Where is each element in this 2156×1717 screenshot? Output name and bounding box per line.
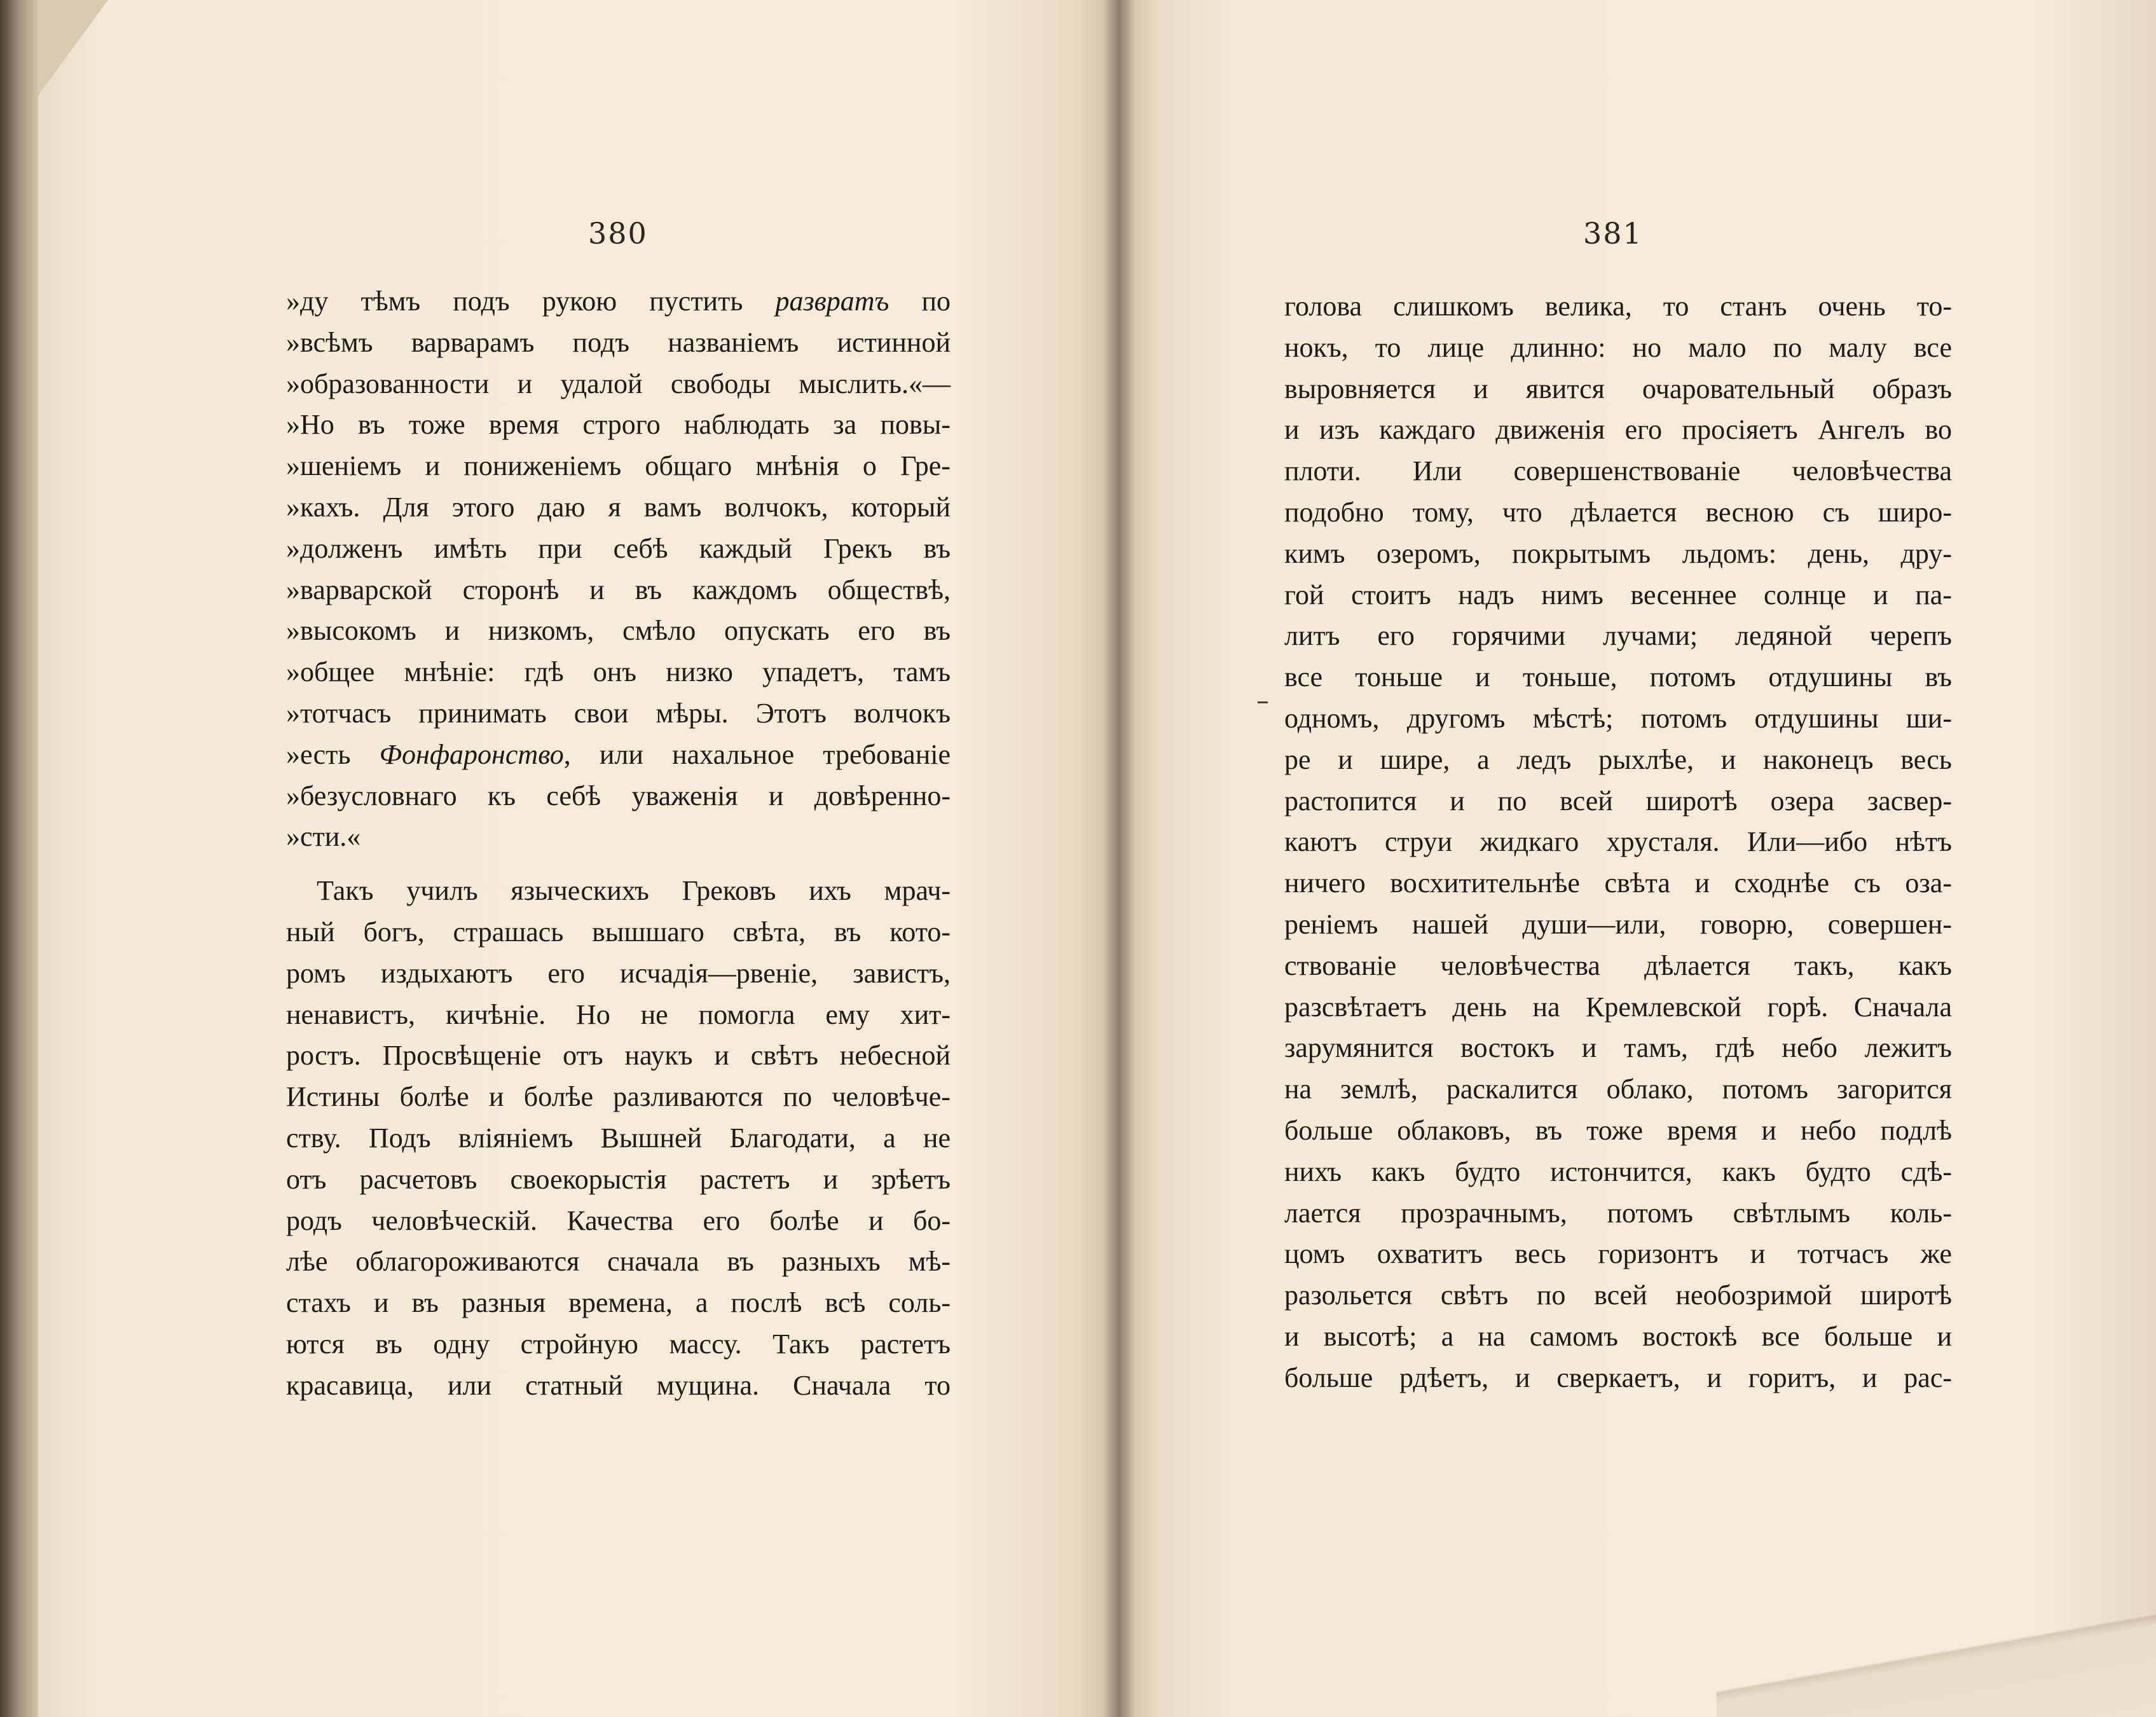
text-line: подобно тому, что дѣлается весною съ широ-	[1284, 496, 1952, 528]
text-line: »долженъ имѣть при себѣ каждый Грекъ въ	[286, 532, 951, 564]
text-segment: , или нахальное требованіе	[563, 738, 951, 770]
text-line: разольется свѣтъ по всей необозримой широтѣ	[1284, 1279, 1952, 1311]
text-line: »шеніемъ и пониженіемъ общаго мнѣнія о Гре-	[286, 450, 951, 482]
text-line	[286, 281, 951, 322]
text-line: нокъ, то лице длинно: но мало по малу все	[1284, 331, 1952, 363]
text-line: больше облаковъ, въ тоже время и небо подлѣ	[1284, 1114, 1952, 1146]
text-line: реніемъ нашей души—или, говорю, совершен-	[1284, 908, 1952, 940]
text-line: одномъ, другомъ мѣстѣ; потомъ отдушины ши-	[1284, 702, 1952, 734]
text-line: стахъ и въ разныя времена, а послѣ всѣ соль-	[286, 1287, 951, 1319]
text-line: и изъ каждаго движенія его просіяетъ Ангелъ во	[1284, 414, 1952, 446]
text-line: на землѣ, раскалится облако, потомъ загорится	[1284, 1073, 1952, 1105]
page-number-left: 380	[588, 216, 648, 251]
text-line: »общее мнѣніе: гдѣ онъ низко упадетъ, тамъ	[286, 656, 951, 688]
text-line: больше рдѣетъ, и сверкаетъ, и горитъ, и рас-	[1284, 1362, 1952, 1393]
text-line: ствованіе человѣчества дѣлается такъ, какъ	[1284, 949, 1952, 981]
corner-fold	[38, 0, 108, 95]
text-line: »сти.«	[286, 821, 361, 853]
text-line: каютъ струи жидкаго хрусталя. Или—ибо нѣтъ	[1284, 826, 1952, 858]
text-line: ненавистъ, кичѣніе. Но не помогла ему хит-	[286, 998, 951, 1030]
emphasized-word: развратъ	[775, 286, 889, 317]
paragraph-gap	[286, 858, 951, 871]
text-line: »кахъ. Для этого даю я вамъ волчокъ, который	[286, 491, 951, 523]
text-line: »варварской сторонѣ и въ каждомъ обществѣ,	[286, 574, 951, 605]
text-line: »высокомъ и низкомъ, смѣло опускать его въ	[286, 615, 951, 647]
text-line: отъ расчетовъ своекорыстія растетъ и зрѣетъ	[286, 1163, 951, 1195]
text-line: лѣе облагороживаются сначала въ разныхъ мѣ-	[286, 1246, 951, 1278]
text-line: ничего восхитительнѣе свѣта и сходнѣе съ оза-	[1284, 867, 1952, 899]
text-line: кимъ озеромъ, покрытымъ льдомъ: день, дру-	[1284, 537, 1952, 569]
text-line	[286, 734, 951, 776]
text-line: »тотчасъ принимать свои мѣры. Этотъ волчокъ	[286, 697, 951, 729]
emphasized-word: Фонфаронство	[379, 738, 564, 770]
text-line: лается прозрачнымъ, потомъ свѣтлымъ коль-	[1284, 1197, 1952, 1229]
text-segment: по	[889, 286, 951, 317]
text-line: разсвѣтаетъ день на Кремлевской горѣ. Сначала	[1284, 991, 1952, 1023]
text-line: нихъ какъ будто истончится, какъ будто сдѣ-	[1284, 1155, 1952, 1187]
text-line: зарумянится востокъ и тамъ, гдѣ небо лежитъ	[1284, 1032, 1952, 1064]
text-line: ромъ издыхаютъ его исчадія—рвеніе, завистъ,	[286, 957, 951, 989]
text-line: цомъ охватитъ весь горизонтъ и тотчасъ же	[1284, 1238, 1952, 1270]
text-line: ный богъ, страшась вышшаго свѣта, въ кото-	[286, 916, 951, 948]
text-line: ству. Подъ вліяніемъ Вышней Благодати, а не	[286, 1122, 951, 1154]
text-line: литъ его горячими лучами; ледяной черепъ	[1284, 620, 1952, 652]
text-segment: »ду тѣмъ подъ рукою пустить	[286, 286, 776, 317]
text-line: выровняется и явится очаровательный образъ	[1284, 373, 1952, 404]
text-line: ре и шире, а ледъ рыхлѣе, и наконецъ весь	[1284, 743, 1952, 775]
right-page-text	[1284, 286, 1952, 1399]
text-line: ростъ. Просвѣщеніе отъ наукъ и свѣтъ небесной	[286, 1040, 951, 1072]
text-line: »всѣмъ варварамъ подъ названіемъ истинной	[286, 326, 951, 358]
text-line: ются въ одну стройную массу. Такъ растетъ	[286, 1328, 951, 1360]
page-fold	[1717, 1564, 2156, 1717]
page-number-right: 381	[1583, 216, 1643, 251]
text-line: и высотѣ; а на самомъ востокѣ все больше и	[1284, 1320, 1952, 1352]
text-line: голова слишкомъ велика, то станъ очень то-	[1284, 291, 1952, 322]
text-line: гой стоитъ надъ нимъ весеннее солнце и па-	[1284, 579, 1952, 610]
left-page-text	[286, 281, 951, 1407]
text-line: Такъ училъ языческихъ Грековъ ихъ мрач-	[317, 875, 951, 907]
text-line: Истины болѣе и болѣе разливаются по человѣче-	[286, 1081, 951, 1113]
text-line: растопится и по всей широтѣ озера засвер-	[1284, 785, 1952, 817]
text-line: »образованности и удалой свободы мыслить.«—	[286, 368, 951, 399]
text-line: »Но въ тоже время строго наблюдать за повы-	[286, 409, 951, 441]
text-line: родъ человѣческій. Качества его болѣе и бо-	[286, 1204, 951, 1236]
text-segment: »есть	[286, 738, 380, 770]
book-gutter	[1103, 0, 1135, 1717]
text-line: »безусловнаго къ себѣ уваженія и довѣренно-	[286, 780, 951, 811]
text-line: все тоньше и тоньше, потомъ отдушины въ	[1284, 661, 1952, 693]
text-line: плоти. Или совершенствованіе человѣчества	[1284, 455, 1952, 487]
text-line: красавица, или статный мущина. Сначала то	[286, 1369, 951, 1401]
margin-mark	[1258, 701, 1268, 703]
